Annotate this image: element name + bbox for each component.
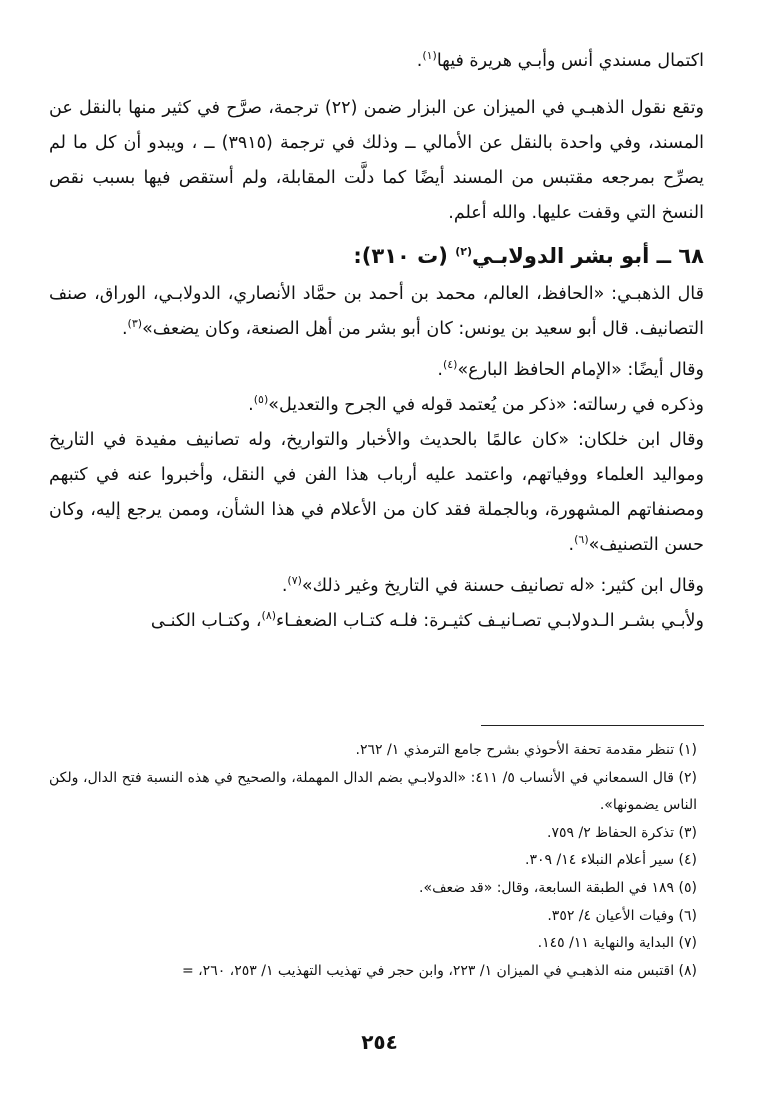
footnotes bbox=[49, 737, 697, 985]
paragraph-text: ولأبـي بشـر الـدولابـي تصـانيـف كثيـرة: فلـه كتـاب الضعفـاء bbox=[276, 611, 704, 631]
period: . bbox=[416, 51, 423, 71]
footnote: (٤) سير أعلام النبلاء ١٤/ ٣٠٩. bbox=[525, 852, 697, 869]
period: . bbox=[281, 576, 288, 596]
paragraph-text: وقال ابن كثير: «له تصانيف حسنة في التاريخ وغير ذلك» bbox=[301, 576, 704, 596]
paragraph-text: وذكره في رسالته: «ذكر من يُعتمد قوله في الجرح والتعديل» bbox=[268, 395, 704, 415]
footnote-ref[interactable]: (٧) bbox=[287, 574, 302, 588]
period: . bbox=[437, 360, 443, 380]
section-heading bbox=[49, 237, 704, 275]
heading-date: (ت ٣١٠): bbox=[353, 244, 456, 268]
footnote-ref[interactable]: (٤) bbox=[442, 358, 458, 372]
paragraph-text: وقال ابن خلكان: «كان عالمًا بالحديث والأخبار والتواريخ، وله تصانيف مفيدة في التاريخ ومواليد العلماء ووفياتهم، واعتمد عليه أرباب هذا الفن في النقل، وأخبروا عنه في كتبهم ومصنفاتهم المشهورة، وبالجملة فقد كان من الأعلام في هذا الشأن، وممن يرجع إليه، وكان حسن التصنيف» bbox=[49, 430, 704, 555]
footnote: (٥) ١٨٩ في الطبقة السابعة، وقال: «قد ضعف». bbox=[419, 879, 697, 896]
paragraph-text: اكتمال مسندي أنس وأبـي هريرة فيها bbox=[436, 51, 704, 71]
footnote: (١) تنظر مقدمة تحفة الأحوذي بشرح جامع الترمذي ١/ ٢٦٢. bbox=[355, 742, 697, 758]
paragraph-dhahabi-quote bbox=[49, 277, 704, 347]
footnote: (٧) البداية والنهاية ١١/ ١٤٥. bbox=[537, 935, 697, 952]
footnote-ref[interactable]: (١) bbox=[422, 49, 437, 63]
footnote-ref[interactable]: (٢) bbox=[455, 245, 472, 258]
page-number: ٢٥٤ bbox=[361, 1030, 398, 1054]
paragraph-text: قال الذهبـي: «الحافظ، العالم، محمد بن أحمد بن حمَّاد الأنصاري، الدولابـي، الوراق، صنف التصانيف. قال أبو سعيد بن يونس: كان أبو بشر من أهل الصنعة، وكان يضعف» bbox=[49, 284, 704, 339]
paragraph-ibn-khallikan bbox=[49, 423, 704, 563]
paragraph-text: وقال أيضًا: «الإمام الحافظ البارع» bbox=[457, 360, 704, 380]
period: . bbox=[568, 535, 575, 555]
footnote: (٢) قال السمعاني في الأنساب ٥/ ٤١١: «الدولابـي بضم الدال المهملة، والصحيح في هذه النسبة فتح الدال، ولكن الناس يضمونها». bbox=[49, 769, 697, 814]
footnote-divider bbox=[481, 725, 704, 726]
paragraph-dhahabi-also bbox=[49, 353, 704, 388]
paragraph-bazzar-citations: وتقع نقول الذهبـي في الميزان عن البزار ضمن (٢٢) ترجمة، صرَّح في كثير منها بالنقل عن المسند، وفي واحدة بالنقل عن الأمالي ــ وذلك في ترجمة (٣٩١٥) ــ ، ويبدو أن كل ما لم يصرِّح بمرجعه مقتبس من المسند أيضًا كما دلَّت المقابلة، ولم أستقص فيها بسبب نقص النسخ التي وقفت عليها. والله أعلم. bbox=[49, 98, 705, 223]
footnote-ref[interactable]: (٣) bbox=[127, 317, 143, 331]
paragraph-works bbox=[49, 604, 704, 639]
footnote-ref[interactable]: (٦) bbox=[574, 533, 589, 547]
footnote: (٨) اقتبس منه الذهبـي في الميزان ١/ ٢٢٣، وابن حجر في تهذيب التهذيب ١/ ٢٥٣، ٢٦٠، = bbox=[181, 962, 697, 979]
paragraph-ibn-kathir bbox=[49, 569, 704, 604]
paragraph-risala bbox=[49, 388, 704, 423]
footnote-ref[interactable]: (٨) bbox=[261, 609, 277, 623]
main-text bbox=[49, 44, 704, 639]
footnote-ref[interactable]: (٥) bbox=[253, 393, 269, 407]
paragraph-text: ، وكتـاب الكنـى bbox=[150, 611, 262, 631]
period: . bbox=[121, 319, 128, 339]
heading-title: ٦٨ ــ أبو بشر الدولابـي bbox=[471, 244, 704, 268]
paragraph-continuation bbox=[49, 44, 704, 79]
footnote: (٣) تذكرة الحفاظ ٢/ ٧٥٩. bbox=[547, 824, 697, 841]
period: . bbox=[248, 395, 254, 415]
footnote: (٦) وفيات الأعيان ٤/ ٣٥٢. bbox=[547, 907, 697, 924]
